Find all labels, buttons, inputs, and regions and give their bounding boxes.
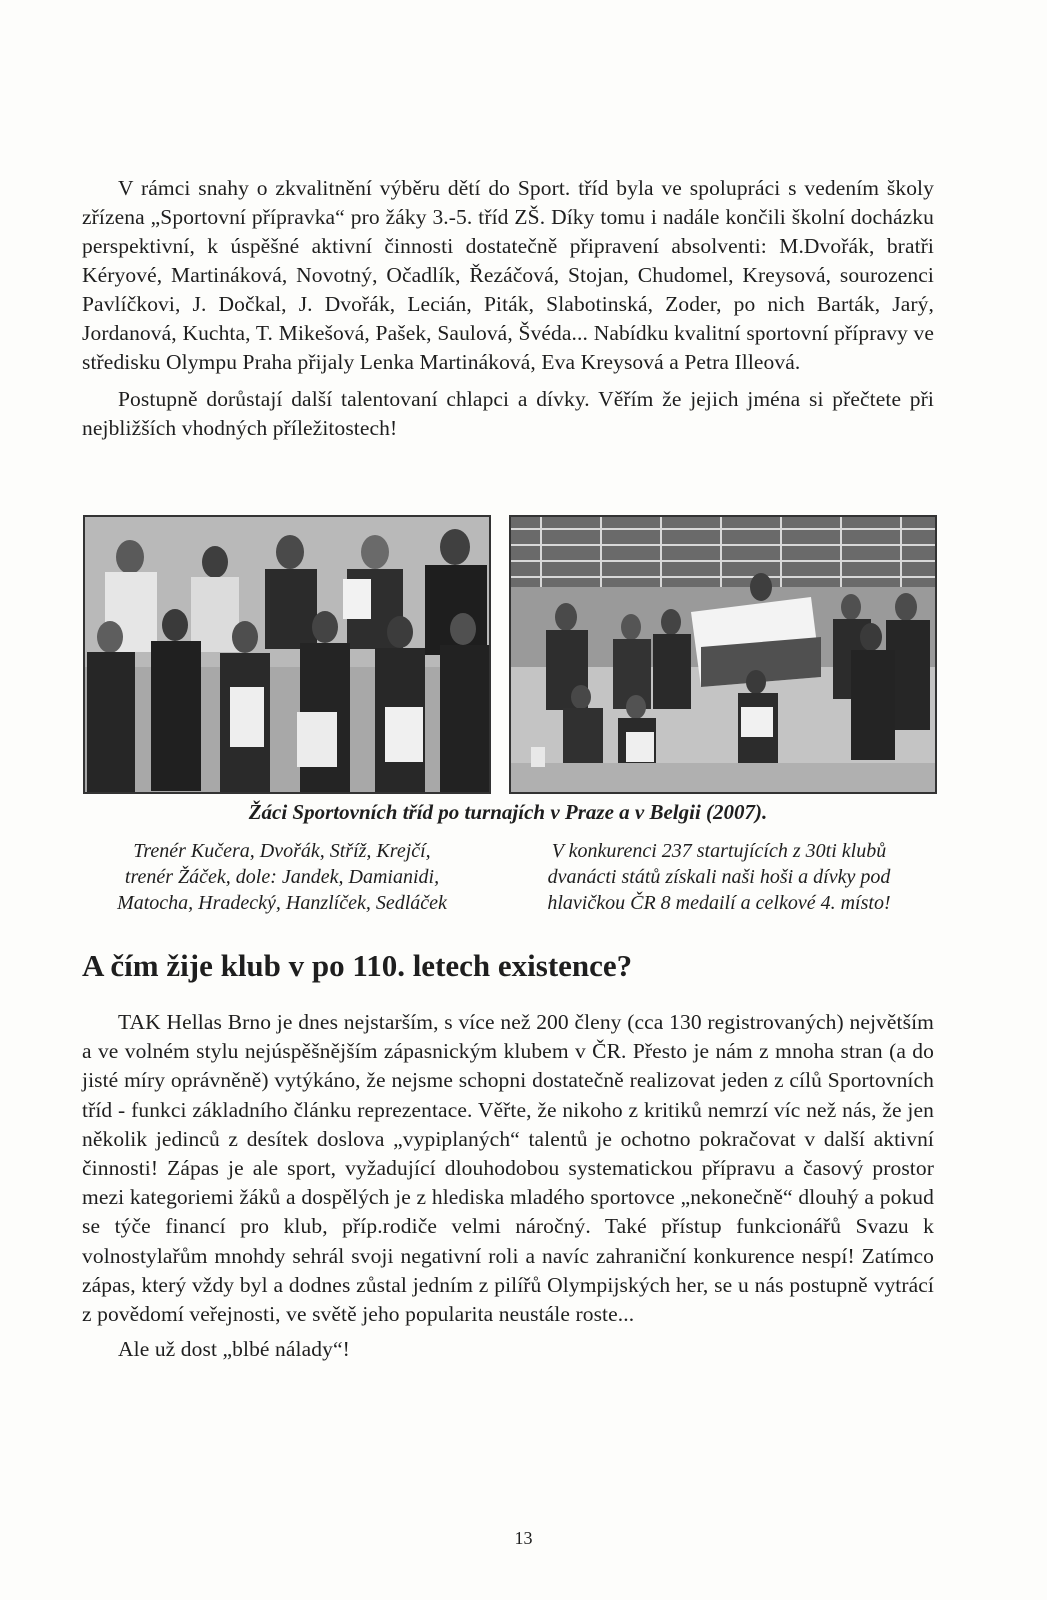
- photo-caption-right: [500, 838, 938, 916]
- team-photo-prague: [83, 515, 491, 794]
- caption-line: Trenér Kučera, Dvořák, Stříž, Krejčí,: [133, 840, 431, 862]
- section-paragraph: Ale už dost „blbé nálady“!: [118, 1337, 350, 1362]
- photo-caption: Žáci Sportovních tříd po turnajích v Praze a v Belgii (2007).: [248, 800, 768, 824]
- intro-paragraph: V rámci snahy o zkvalitnění výběru dětí do Sport. tříd byla ve spolupráci s vedením školy zřízena „Sportovní přípravka“ pro žáky 3.-5. tříd ZŠ. Díky tomu i nadále končili školní docházku perspektivní, k úspěšné aktivní činnosti dostatečně připravení absolventi: M.Dvořák, bratři Kéryové, Martináková, Novotný, Očadlík, Řezáčová, Stojan, Chudomel, Kreysová, sourozenci Pavlíčkovi, J. Dočkal, J. Dvořák, Lecián, Piták, Slabotinská, Zoder, po nich Barták, Jarý, Jordanová, Kuchta, T. Mikešová, Pašek, Saulová, Švéda... Nabídku kvalitní sportovní přípravy ve středisku Olympu Praha přijaly Lenka Martináková, Eva Kreysová a Petra Illeová.: [82, 176, 934, 374]
- section-paragraph: TAK Hellas Brno je dnes nejstarším, s více než 200 členy (cca 130 registrovaných) největším a ve volném stylu nejúspěšnějším zápasnickým klubem v ČR. Přesto je nám z mnoha stran (a do jisté míry oprávněně) vytýkáno, že nejsme schopni dostatečně realizovat jeden z cílů Sportovních tříd - funkci základního článku reprezentace. Věřte, že nikoho z kritiků nemrzí víc než nás, že jen několik jedinců z desítek doslova „vypiplaných“ talentů je ochotno pokračovat v další aktivní činnosti! Zápas je ale sport, vyžadující dlouhodobou systematickou přípravu a časový prostor mezi kategoriemi žáků a dospělých je z hlediska mladého sportovce „nekonečně“ dlouhý a pokud se týče financí pro klub, příp.rodiče velmi náročný. Také přístup funkcionářů Svazu k volnostylařům mnohdy sehrál svoji negativní roli a navíc zahraniční konkurence nespí! Zatímco zápas, který vždy byl a dodnes zůstal jedním z pilířů Olympijských her, se u nás postupně vytrácí z povědomí veřejnosti, ve světě jeho popularita neustále roste...: [82, 1010, 934, 1327]
- page-number: 13: [514, 1528, 533, 1548]
- section-heading: A čím žije klub v po 110. letech existence?: [82, 948, 633, 983]
- photo-caption-left: [82, 838, 482, 916]
- caption-line: Matocha, Hradecký, Hanzlíček, Sedláček: [117, 892, 447, 914]
- caption-line: trenér Žáček, dole: Jandek, Damianidi,: [124, 866, 440, 888]
- caption-line: dvanácti států získali naši hoši a dívky pod: [547, 866, 891, 888]
- intro-text: [82, 174, 934, 443]
- caption-line: hlavičkou ČR 8 medailí a celkové 4. místo!: [547, 892, 891, 914]
- caption-line: V konkurenci 237 startujících z 30ti klubů: [551, 840, 887, 862]
- team-photo-belgium: [509, 515, 937, 794]
- intro-paragraph: Postupně dorůstají další talentovaní chlapci a dívky. Věřím že jejich jména si přečtete při nejbližších vhodných příležitostech!: [82, 387, 934, 440]
- section-text: [82, 1008, 934, 1364]
